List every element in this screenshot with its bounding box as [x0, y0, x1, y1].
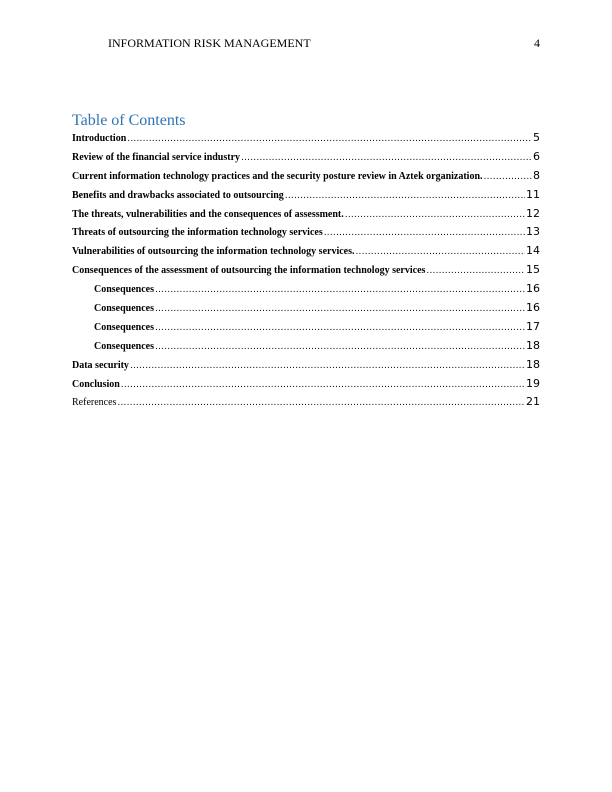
page-number: 4	[534, 36, 540, 50]
table-of-contents	[72, 129, 540, 412]
toc-dot-leader	[155, 319, 525, 338]
toc-entry-page[interactable]: 14	[526, 244, 540, 258]
toc-entry-label[interactable]: Consequences	[94, 340, 155, 352]
toc-dot-leader	[241, 149, 532, 168]
toc-dot-leader	[121, 376, 525, 395]
toc-dot-leader	[345, 206, 525, 225]
toc-entry[interactable]	[72, 223, 540, 242]
toc-entry-label[interactable]: Review of the financial service industry	[72, 151, 241, 163]
toc-entry-page[interactable]: 5	[533, 131, 540, 144]
toc-entry-page[interactable]: 16	[526, 282, 540, 296]
toc-entry[interactable]	[72, 129, 540, 148]
toc-entry-label[interactable]: References	[72, 397, 117, 409]
toc-entry-label[interactable]: The threats, vulnerabilities and the consequences of assessment.	[72, 208, 344, 220]
toc-dot-leader	[127, 130, 532, 149]
toc-entry-label[interactable]: Conclusion	[72, 378, 120, 390]
toc-entry-label[interactable]: Vulnerabilities of outsourcing the information technology services.	[72, 246, 355, 258]
toc-entry[interactable]	[72, 337, 540, 356]
toc-entry-page[interactable]: 21	[526, 395, 540, 409]
toc-entry-page[interactable]: 16	[526, 301, 540, 315]
toc-entry-page[interactable]: 19	[526, 376, 540, 390]
toc-entry[interactable]	[72, 205, 540, 224]
toc-entry-page[interactable]: 8	[533, 168, 540, 182]
toc-entry[interactable]	[72, 299, 540, 318]
toc-entry-label[interactable]: Data security	[72, 359, 129, 371]
toc-entry-page[interactable]: 15	[526, 263, 540, 277]
toc-title: Table of Contents	[72, 112, 186, 129]
toc-dot-leader	[155, 338, 525, 357]
toc-entry[interactable]	[72, 356, 540, 375]
toc-entry[interactable]	[72, 318, 540, 337]
toc-entry[interactable]	[72, 167, 540, 186]
toc-entry-page[interactable]: 12	[526, 206, 540, 220]
toc-entry-page[interactable]: 13	[526, 225, 540, 239]
toc-entry-label[interactable]: Consequences	[94, 284, 155, 296]
toc-entry-page[interactable]: 11	[526, 187, 540, 201]
toc-entry-label[interactable]: Current information technology practices and the security posture review in Aztek organization.	[72, 170, 483, 182]
toc-dot-leader	[356, 243, 526, 262]
toc-dot-leader	[426, 262, 525, 281]
toc-entry[interactable]	[72, 148, 540, 167]
toc-entry-label[interactable]: Consequences	[94, 321, 155, 333]
toc-entry[interactable]	[72, 261, 540, 280]
running-title: INFORMATION RISK MANAGEMENT	[108, 36, 311, 50]
toc-entry-page[interactable]: 18	[526, 338, 540, 352]
toc-entry-label[interactable]: Threats of outsourcing the information technology services	[72, 227, 323, 239]
toc-entry-label[interactable]: Consequences	[94, 303, 155, 315]
toc-entry-label[interactable]: Benefits and drawbacks associated to outsourcing	[72, 189, 284, 201]
toc-dot-leader	[155, 281, 525, 300]
toc-dot-leader	[285, 187, 525, 206]
toc-dot-leader	[484, 168, 532, 187]
toc-dot-leader	[324, 224, 525, 243]
toc-dot-leader	[130, 357, 525, 376]
toc-entry-page[interactable]: 6	[533, 149, 540, 163]
toc-entry[interactable]	[72, 375, 540, 394]
toc-dot-leader	[117, 394, 525, 413]
toc-entry[interactable]	[72, 242, 540, 261]
toc-entry[interactable]	[72, 393, 540, 412]
page-header	[108, 36, 540, 52]
toc-entry-page[interactable]: 17	[526, 319, 540, 333]
toc-entry[interactable]	[72, 280, 540, 299]
toc-entry-label[interactable]: Introduction	[72, 133, 127, 144]
toc-dot-leader	[155, 300, 525, 319]
toc-entry[interactable]	[72, 186, 540, 205]
toc-entry-page[interactable]: 18	[526, 357, 540, 371]
toc-entry-label[interactable]: Consequences of the assessment of outsourcing the information technology services	[72, 265, 426, 277]
